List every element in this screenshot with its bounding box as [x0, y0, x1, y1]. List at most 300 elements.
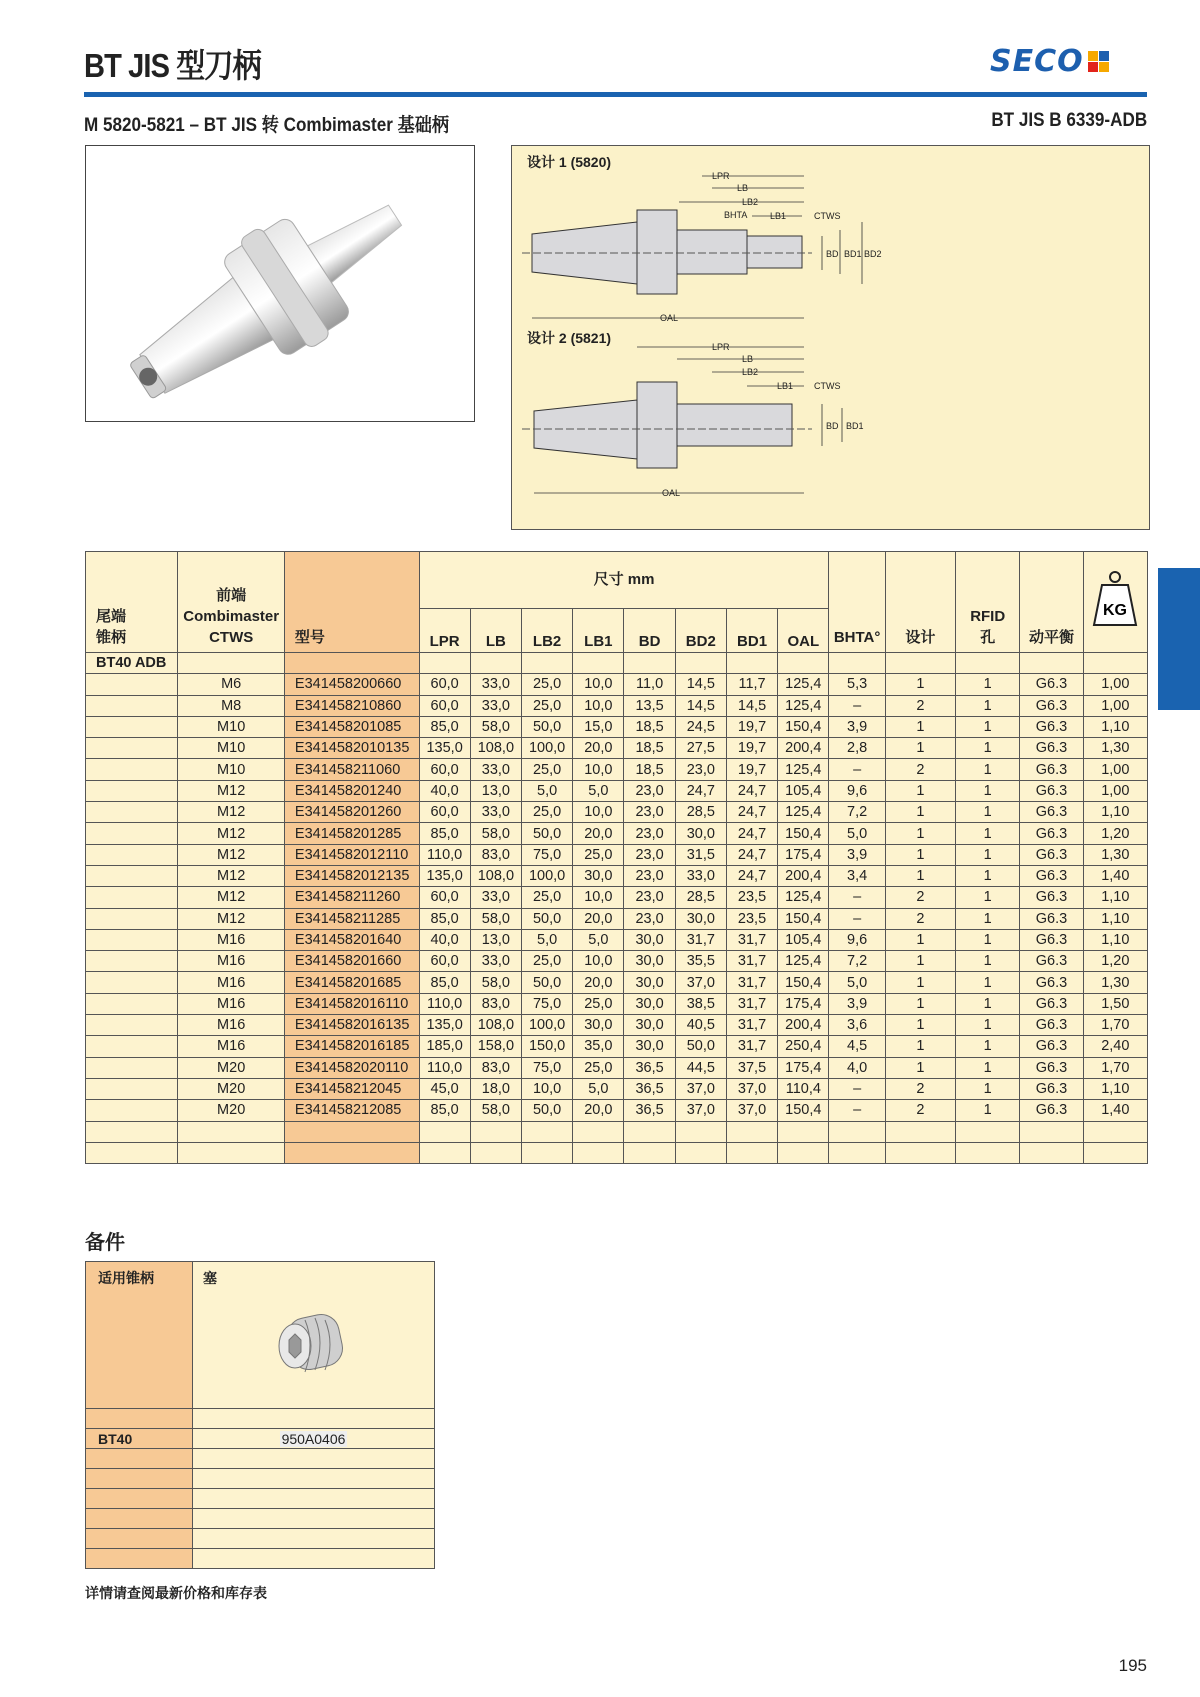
cell-bd: 11,0 — [624, 674, 675, 695]
page-title: BT JIS 型刀柄 — [84, 47, 261, 84]
cell-model: E341458201685 — [284, 972, 419, 993]
cell-ctws: M20 — [178, 1057, 284, 1078]
cell-lb1: 10,0 — [573, 802, 624, 823]
cell-model: E3414582016185 — [284, 1036, 419, 1057]
cell-rfid: 1 — [956, 951, 1020, 972]
cell-kg: 1,30 — [1083, 844, 1147, 865]
cell-bd2: 40,5 — [675, 1015, 726, 1036]
table-row — [86, 738, 1148, 759]
cell-bd2: 35,5 — [675, 951, 726, 972]
cell-lb1: 10,0 — [573, 887, 624, 908]
cell-design: 1 — [885, 1015, 955, 1036]
cell-lb2: 25,0 — [521, 674, 572, 695]
cell-lb1: 10,0 — [573, 951, 624, 972]
cell-bhta: – — [829, 1078, 885, 1099]
cell-bd1: 31,7 — [726, 1036, 777, 1057]
cell-kg: 1,30 — [1083, 972, 1147, 993]
cell-bd: 30,0 — [624, 951, 675, 972]
cell-bd1: 31,7 — [726, 972, 777, 993]
seco-logo — [990, 44, 1110, 80]
label-oal: OAL — [660, 313, 679, 323]
cell-kg: 1,00 — [1083, 674, 1147, 695]
cell-lb1: 10,0 — [573, 674, 624, 695]
cell-lb2: 50,0 — [521, 716, 572, 737]
cell-rfid: 1 — [956, 844, 1020, 865]
cell-bd: 23,0 — [624, 823, 675, 844]
cell-ctws: M6 — [178, 674, 284, 695]
cell-oal: 125,4 — [778, 695, 829, 716]
cell-oal: 150,4 — [778, 908, 829, 929]
cell-lpr: 85,0 — [419, 716, 470, 737]
cell-ctws: M12 — [178, 802, 284, 823]
cell-bd: 23,0 — [624, 780, 675, 801]
label-bd2: BD2 — [864, 249, 882, 259]
cell-bhta: – — [829, 759, 885, 780]
technical-drawing — [511, 145, 1150, 530]
header-bd2: BD2 — [675, 608, 726, 652]
cell-lb: 158,0 — [470, 1036, 521, 1057]
cell-bd2: 14,5 — [675, 695, 726, 716]
header-oal: OAL — [778, 608, 829, 652]
cell-bhta: 5,0 — [829, 823, 885, 844]
cell-balance: G6.3 — [1020, 908, 1083, 929]
label2-bd1: BD1 — [846, 421, 864, 431]
cell-design: 1 — [885, 802, 955, 823]
cell-rfid: 1 — [956, 759, 1020, 780]
cell-lb2: 25,0 — [521, 951, 572, 972]
product-photo — [85, 145, 475, 422]
cell-design: 1 — [885, 1036, 955, 1057]
cell-lb: 58,0 — [470, 972, 521, 993]
cell-model: E341458201285 — [284, 823, 419, 844]
cell-rfid: 1 — [956, 780, 1020, 801]
cell-lb: 33,0 — [470, 887, 521, 908]
cell-bd: 30,0 — [624, 1036, 675, 1057]
cell-oal: 105,4 — [778, 929, 829, 950]
cell-balance: G6.3 — [1020, 780, 1083, 801]
cell-lb: 108,0 — [470, 1015, 521, 1036]
header-lb: LB — [470, 608, 521, 652]
cell-model: E3414582020110 — [284, 1057, 419, 1078]
cell-lb2: 5,0 — [521, 929, 572, 950]
cell-lb2: 50,0 — [521, 823, 572, 844]
cell-design: 2 — [885, 695, 955, 716]
cell-bd2: 27,5 — [675, 738, 726, 759]
cell-bd2: 44,5 — [675, 1057, 726, 1078]
cell-bhta: 9,6 — [829, 780, 885, 801]
cell-lb: 33,0 — [470, 759, 521, 780]
cell-design: 1 — [885, 716, 955, 737]
header-dims: 尺寸 mm — [419, 552, 829, 609]
cell-bd: 18,5 — [624, 716, 675, 737]
table-row — [86, 844, 1148, 865]
cell-bd: 30,0 — [624, 929, 675, 950]
cell-lb2: 25,0 — [521, 695, 572, 716]
cell-model: E341458201240 — [284, 780, 419, 801]
cell-bhta: 7,2 — [829, 802, 885, 823]
cell-bd1: 14,5 — [726, 695, 777, 716]
cell-oal: 125,4 — [778, 802, 829, 823]
cell-bd1: 31,7 — [726, 929, 777, 950]
cell-bhta: 4,0 — [829, 1057, 885, 1078]
label-lpr: LPR — [712, 171, 730, 181]
cell-lpr: 60,0 — [419, 887, 470, 908]
logo-text: SECO — [990, 44, 1084, 79]
cell-ctws: M16 — [178, 1015, 284, 1036]
cell-bd: 23,0 — [624, 887, 675, 908]
cell-lpr: 60,0 — [419, 951, 470, 972]
cell-balance: G6.3 — [1020, 759, 1083, 780]
cell-balance: G6.3 — [1020, 738, 1083, 759]
cell-lb1: 25,0 — [573, 1057, 624, 1078]
table-row — [86, 695, 1148, 716]
cell-ctws: M8 — [178, 695, 284, 716]
row-group-cell — [86, 972, 178, 993]
cell-bhta: 5,0 — [829, 972, 885, 993]
empty-row — [86, 1142, 1148, 1163]
row-group-cell — [86, 865, 178, 886]
cell-oal: 150,4 — [778, 972, 829, 993]
row-group-cell — [86, 738, 178, 759]
cell-bd1: 31,7 — [726, 993, 777, 1014]
cell-balance: G6.3 — [1020, 695, 1083, 716]
cell-oal: 105,4 — [778, 780, 829, 801]
cell-rfid: 1 — [956, 865, 1020, 886]
cell-oal: 175,4 — [778, 844, 829, 865]
label-lb: LB — [737, 183, 749, 193]
cell-lpr: 110,0 — [419, 1057, 470, 1078]
cell-lb1: 5,0 — [573, 1078, 624, 1099]
table-row — [86, 972, 1148, 993]
cell-rfid: 1 — [956, 908, 1020, 929]
header-lb1: LB1 — [573, 608, 624, 652]
cell-model: E341458212085 — [284, 1100, 419, 1121]
cell-kg: 1,00 — [1083, 780, 1147, 801]
cell-balance: G6.3 — [1020, 951, 1083, 972]
cell-bd: 18,5 — [624, 759, 675, 780]
cell-bd1: 31,7 — [726, 1015, 777, 1036]
cell-bd1: 23,5 — [726, 887, 777, 908]
cell-bd1: 31,7 — [726, 951, 777, 972]
cell-oal: 125,4 — [778, 674, 829, 695]
label-lb1: LB1 — [770, 211, 787, 221]
footnote: 详情请查阅最新价格和库存表 — [85, 1585, 267, 1601]
table-row — [86, 929, 1148, 950]
table-row — [86, 1078, 1148, 1099]
cell-bhta: 3,4 — [829, 865, 885, 886]
cell-ctws: M16 — [178, 951, 284, 972]
cell-design: 1 — [885, 674, 955, 695]
cell-kg: 1,10 — [1083, 802, 1147, 823]
cell-model: E3414582016110 — [284, 993, 419, 1014]
header-lpr: LPR — [419, 608, 470, 652]
cell-lb2: 50,0 — [521, 1100, 572, 1121]
cell-lb2: 50,0 — [521, 972, 572, 993]
cell-ctws: M10 — [178, 716, 284, 737]
accessories-table — [85, 1261, 435, 1569]
cell-design: 1 — [885, 972, 955, 993]
cell-rfid: 1 — [956, 1100, 1020, 1121]
cell-lpr: 40,0 — [419, 929, 470, 950]
cell-lb2: 150,0 — [521, 1036, 572, 1057]
label2-bd: BD — [826, 421, 839, 431]
cell-ctws: M16 — [178, 1036, 284, 1057]
cell-rfid: 1 — [956, 972, 1020, 993]
cell-ctws: M12 — [178, 823, 284, 844]
header-tail: 尾端 锥柄 — [86, 552, 178, 653]
cell-lpr: 45,0 — [419, 1078, 470, 1099]
row-group-cell — [86, 993, 178, 1014]
cell-kg: 1,20 — [1083, 951, 1147, 972]
product-table — [85, 551, 1148, 1164]
cell-bhta: 7,2 — [829, 951, 885, 972]
cell-lb: 83,0 — [470, 993, 521, 1014]
design2-label: 设计 2 (5821) — [527, 330, 612, 346]
cell-bd2: 30,0 — [675, 823, 726, 844]
cell-bhta: 3,6 — [829, 1015, 885, 1036]
cell-bd2: 33,0 — [675, 865, 726, 886]
cell-bd2: 24,5 — [675, 716, 726, 737]
cell-ctws: M12 — [178, 844, 284, 865]
cell-model: E341458211285 — [284, 908, 419, 929]
cell-bd: 30,0 — [624, 972, 675, 993]
cell-kg: 1,30 — [1083, 738, 1147, 759]
cell-bd1: 24,7 — [726, 823, 777, 844]
standard-label: BT JIS B 6339-ADB — [991, 110, 1147, 131]
cell-bd: 30,0 — [624, 993, 675, 1014]
cell-design: 1 — [885, 993, 955, 1014]
cell-lb2: 100,0 — [521, 1015, 572, 1036]
table-row — [86, 802, 1148, 823]
cell-lpr: 135,0 — [419, 1015, 470, 1036]
cell-bd1: 11,7 — [726, 674, 777, 695]
cell-bd: 36,5 — [624, 1078, 675, 1099]
row-group-cell — [86, 759, 178, 780]
cell-design: 1 — [885, 929, 955, 950]
drawing-svg — [512, 146, 1149, 529]
tool-holder-image — [86, 146, 474, 421]
cell-balance: G6.3 — [1020, 716, 1083, 737]
cell-lpr: 60,0 — [419, 802, 470, 823]
cell-lb2: 5,0 — [521, 780, 572, 801]
cell-oal: 200,4 — [778, 1015, 829, 1036]
cell-lb: 108,0 — [470, 738, 521, 759]
cell-bd2: 23,0 — [675, 759, 726, 780]
table-row — [86, 951, 1148, 972]
plug-icon — [271, 1300, 361, 1380]
cell-bd1: 19,7 — [726, 759, 777, 780]
label2-lb1: LB1 — [777, 381, 794, 391]
cell-kg: 1,70 — [1083, 1015, 1147, 1036]
cell-bd2: 37,0 — [675, 1100, 726, 1121]
cell-lb: 58,0 — [470, 716, 521, 737]
row-group-cell — [86, 823, 178, 844]
cell-kg: 1,00 — [1083, 759, 1147, 780]
cell-bd2: 31,7 — [675, 929, 726, 950]
cell-lb1: 10,0 — [573, 759, 624, 780]
cell-ctws: M12 — [178, 780, 284, 801]
cell-model: E3414582010135 — [284, 738, 419, 759]
cell-bhta: 2,8 — [829, 738, 885, 759]
cell-rfid: 1 — [956, 695, 1020, 716]
cell-rfid: 1 — [956, 738, 1020, 759]
cell-rfid: 1 — [956, 1015, 1020, 1036]
table-row — [86, 674, 1148, 695]
cell-lb1: 15,0 — [573, 716, 624, 737]
cell-lpr: 110,0 — [419, 844, 470, 865]
cell-ctws: M16 — [178, 993, 284, 1014]
cell-oal: 175,4 — [778, 1057, 829, 1078]
group-label: BT40 ADB — [86, 653, 178, 674]
cell-rfid: 1 — [956, 929, 1020, 950]
cell-lb1: 20,0 — [573, 972, 624, 993]
cell-ctws: M16 — [178, 972, 284, 993]
table-row — [86, 1100, 1148, 1121]
cell-oal: 250,4 — [778, 1036, 829, 1057]
header-design: 设计 — [885, 552, 955, 653]
row-group-cell — [86, 887, 178, 908]
cell-ctws: M12 — [178, 887, 284, 908]
table-row — [86, 1057, 1148, 1078]
section-tab — [1158, 568, 1200, 710]
cell-balance: G6.3 — [1020, 1015, 1083, 1036]
cell-balance: G6.3 — [1020, 929, 1083, 950]
cell-balance: G6.3 — [1020, 1036, 1083, 1057]
cell-balance: G6.3 — [1020, 823, 1083, 844]
cell-bd1: 37,0 — [726, 1078, 777, 1099]
cell-rfid: 1 — [956, 1078, 1020, 1099]
cell-kg: 1,10 — [1083, 929, 1147, 950]
header-kg — [1083, 552, 1147, 653]
header-bhta: BHTA° — [829, 552, 885, 653]
table-row — [86, 865, 1148, 886]
cell-lb2: 50,0 — [521, 908, 572, 929]
cell-kg: 1,10 — [1083, 887, 1147, 908]
cell-lpr: 40,0 — [419, 780, 470, 801]
cell-rfid: 1 — [956, 1036, 1020, 1057]
acc-header-taper: 适用锥柄 — [86, 1262, 193, 1409]
cell-rfid: 1 — [956, 993, 1020, 1014]
cell-model: E3414582016135 — [284, 1015, 419, 1036]
header-rule — [84, 92, 1147, 97]
row-group-cell — [86, 1015, 178, 1036]
label2-ctws: CTWS — [814, 381, 841, 391]
acc-row-part — [193, 1429, 435, 1449]
cell-oal: 150,4 — [778, 716, 829, 737]
cell-oal: 150,4 — [778, 823, 829, 844]
row-group-cell — [86, 1036, 178, 1057]
row-group-cell — [86, 844, 178, 865]
table-row — [86, 993, 1148, 1014]
cell-lb2: 75,0 — [521, 844, 572, 865]
cell-lb: 83,0 — [470, 1057, 521, 1078]
cell-design: 1 — [885, 951, 955, 972]
cell-lb2: 25,0 — [521, 759, 572, 780]
cell-lb2: 75,0 — [521, 993, 572, 1014]
label-bd: BD — [826, 249, 839, 259]
cell-lpr: 60,0 — [419, 695, 470, 716]
row-group-cell — [86, 951, 178, 972]
table-row — [86, 780, 1148, 801]
cell-bhta: 3,9 — [829, 844, 885, 865]
cell-bd2: 37,0 — [675, 1078, 726, 1099]
cell-bd2: 37,0 — [675, 972, 726, 993]
cell-lb: 13,0 — [470, 780, 521, 801]
cell-model: E341458211260 — [284, 887, 419, 908]
label2-lb: LB — [742, 354, 754, 364]
cell-bd1: 37,0 — [726, 1100, 777, 1121]
cell-bhta: – — [829, 1100, 885, 1121]
cell-kg: 1,10 — [1083, 1078, 1147, 1099]
cell-ctws: M16 — [178, 929, 284, 950]
cell-bhta: 9,6 — [829, 929, 885, 950]
cell-oal: 175,4 — [778, 993, 829, 1014]
cell-bd1: 24,7 — [726, 802, 777, 823]
cell-design: 1 — [885, 780, 955, 801]
cell-balance: G6.3 — [1020, 1078, 1083, 1099]
header-balance: 动平衡 — [1020, 552, 1083, 653]
cell-model: E341458200660 — [284, 674, 419, 695]
header-bd: BD — [624, 608, 675, 652]
cell-lpr: 135,0 — [419, 865, 470, 886]
cell-ctws: M10 — [178, 738, 284, 759]
cell-bhta: 3,9 — [829, 716, 885, 737]
cell-lb: 33,0 — [470, 695, 521, 716]
table-row — [86, 887, 1148, 908]
cell-bd1: 19,7 — [726, 716, 777, 737]
cell-bhta: 4,5 — [829, 1036, 885, 1057]
cell-bhta: 3,9 — [829, 993, 885, 1014]
cell-design: 1 — [885, 823, 955, 844]
cell-model: E341458201085 — [284, 716, 419, 737]
cell-kg: 1,10 — [1083, 716, 1147, 737]
cell-kg: 1,20 — [1083, 823, 1147, 844]
cell-design: 2 — [885, 1100, 955, 1121]
cell-oal: 125,4 — [778, 759, 829, 780]
label-bhta: BHTA — [724, 210, 748, 220]
cell-lb1: 5,0 — [573, 929, 624, 950]
cell-lb2: 10,0 — [521, 1078, 572, 1099]
header-bd1: BD1 — [726, 608, 777, 652]
cell-lb: 58,0 — [470, 908, 521, 929]
header-rfid: RFID 孔 — [956, 552, 1020, 653]
cell-ctws: M20 — [178, 1078, 284, 1099]
cell-bd2: 28,5 — [675, 802, 726, 823]
cell-lpr: 60,0 — [419, 674, 470, 695]
row-group-cell — [86, 802, 178, 823]
label-bd1: BD1 — [844, 249, 862, 259]
cell-lpr: 135,0 — [419, 738, 470, 759]
cell-lb1: 20,0 — [573, 738, 624, 759]
cell-model: E3414582012110 — [284, 844, 419, 865]
cell-model: E341458201260 — [284, 802, 419, 823]
cell-oal: 150,4 — [778, 1100, 829, 1121]
cell-design: 2 — [885, 887, 955, 908]
cell-lb2: 25,0 — [521, 802, 572, 823]
cell-balance: G6.3 — [1020, 802, 1083, 823]
cell-lb: 13,0 — [470, 929, 521, 950]
header-model: 型号 — [284, 552, 419, 653]
cell-bd1: 24,7 — [726, 865, 777, 886]
cell-lb1: 25,0 — [573, 993, 624, 1014]
cell-lpr: 85,0 — [419, 1100, 470, 1121]
cell-bd1: 37,5 — [726, 1057, 777, 1078]
cell-bd2: 24,7 — [675, 780, 726, 801]
table-row — [86, 823, 1148, 844]
page-number: 195 — [1118, 1656, 1147, 1675]
cell-ctws: M12 — [178, 865, 284, 886]
cell-bd1: 19,7 — [726, 738, 777, 759]
